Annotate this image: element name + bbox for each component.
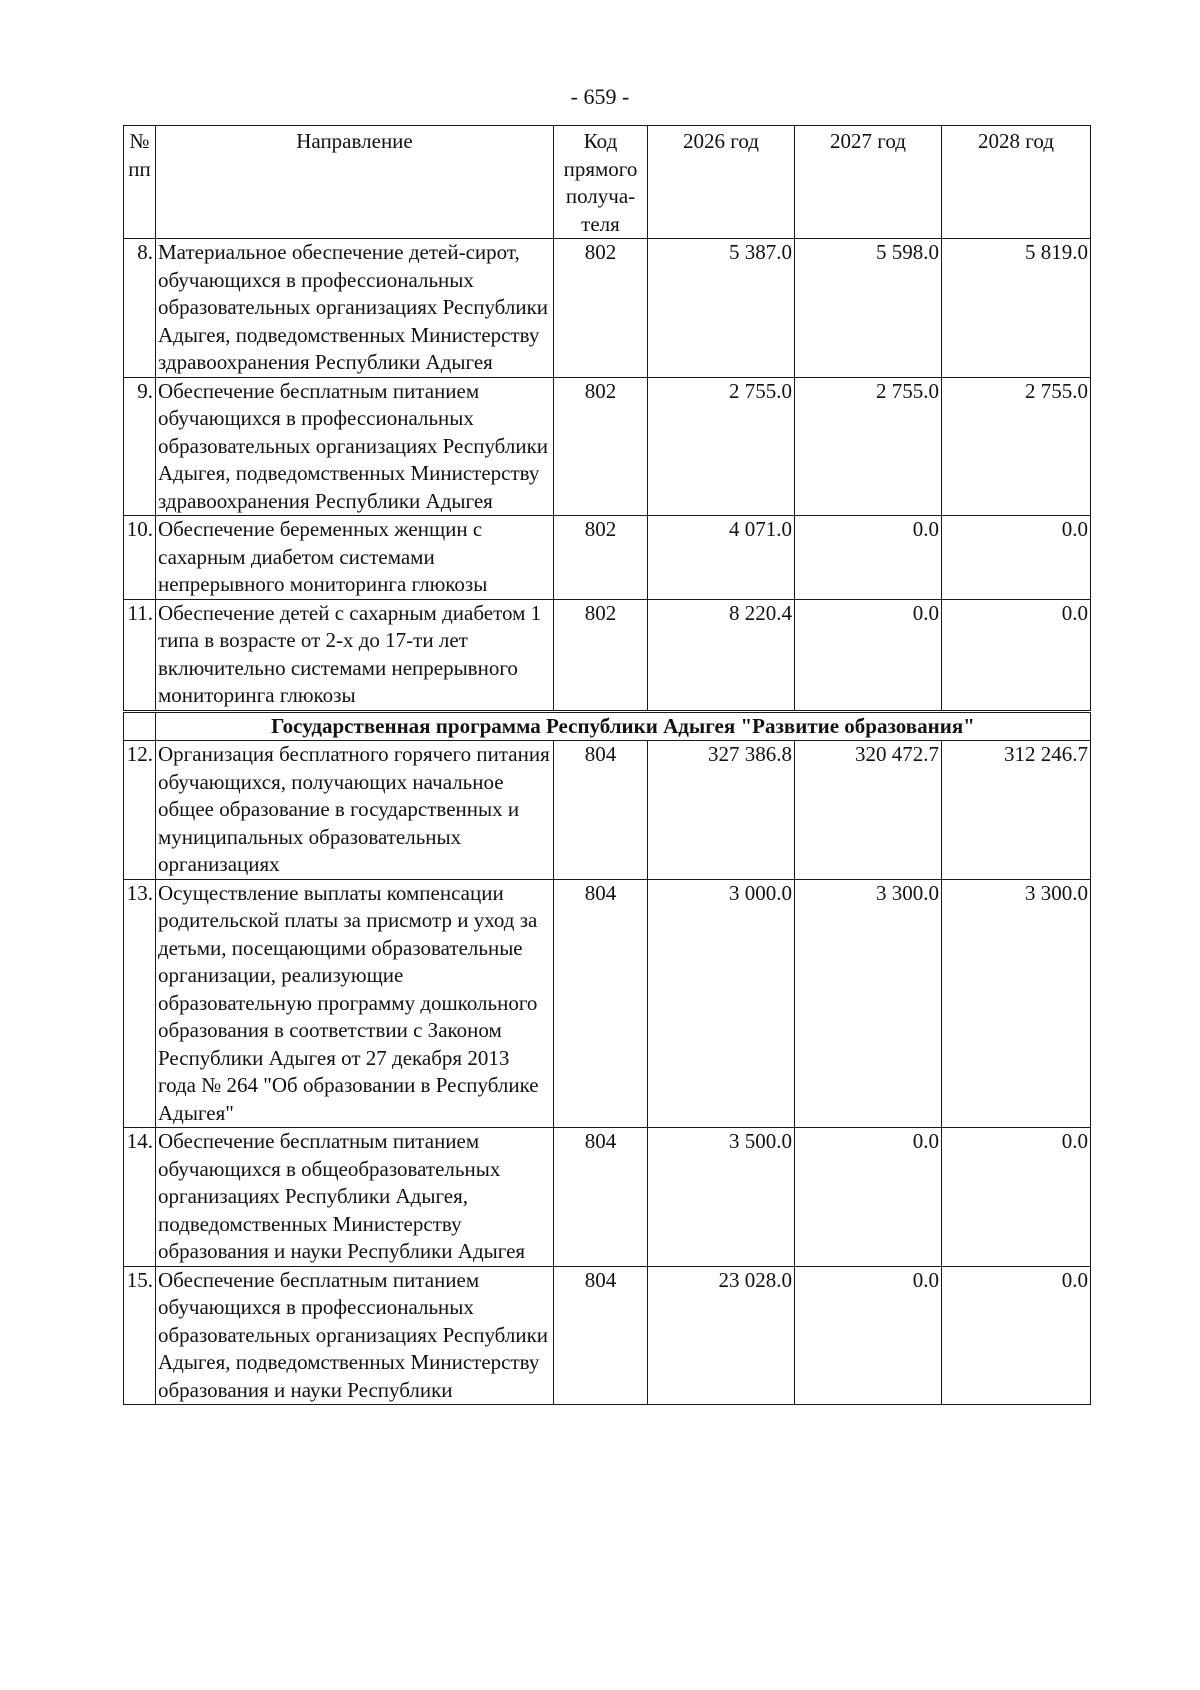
row-number: 10. bbox=[124, 516, 156, 600]
header-2028: 2028 год bbox=[942, 126, 1091, 239]
row-value-2026: 4 071.0 bbox=[648, 516, 795, 600]
header-2027: 2027 год bbox=[795, 126, 942, 239]
header-2026: 2026 год bbox=[648, 126, 795, 239]
header-code: Код прямого получа-теля bbox=[554, 126, 648, 239]
row-value-2028: 0.0 bbox=[942, 1128, 1091, 1267]
row-direction: Обеспечение бесплатным питанием обучающихся в общеобразовательных организациях Республики Адыгея, подведомственных Министерству образования и науки Республики Адыгея bbox=[156, 1128, 554, 1267]
table-row bbox=[124, 741, 1091, 880]
row-value-2028: 312 246.7 bbox=[942, 741, 1091, 880]
row-number: 15. bbox=[124, 1266, 156, 1405]
row-number: 13. bbox=[124, 879, 156, 1128]
table-row bbox=[124, 377, 1091, 516]
row-value-2028: 5 819.0 bbox=[942, 239, 1091, 378]
row-value-2028: 0.0 bbox=[942, 1266, 1091, 1405]
section-title: Государственная программа Республики Адыгея "Развитие образования" bbox=[156, 711, 1091, 741]
budget-table bbox=[123, 125, 1091, 1405]
row-direction: Обеспечение детей с сахарным диабетом 1 типа в возрасте от 2-х до 17-ти лет включительно системами непрерывного мониторинга глюкозы bbox=[156, 599, 554, 711]
row-value-2027: 3 300.0 bbox=[795, 879, 942, 1128]
table-row bbox=[124, 879, 1091, 1128]
row-code: 804 bbox=[554, 1266, 648, 1405]
row-direction: Обеспечение бесплатным питанием обучающихся в профессиональных образовательных организациях Республики Адыгея, подведомственных Министерству здравоохранения Республики Адыгея bbox=[156, 377, 554, 516]
row-value-2027: 0.0 bbox=[795, 1128, 942, 1267]
table-row bbox=[124, 516, 1091, 600]
row-value-2028: 0.0 bbox=[942, 516, 1091, 600]
table-header-row bbox=[124, 126, 1091, 239]
row-value-2026: 23 028.0 bbox=[648, 1266, 795, 1405]
row-value-2027: 0.0 bbox=[795, 516, 942, 600]
section-row bbox=[124, 711, 1091, 741]
row-value-2026: 2 755.0 bbox=[648, 377, 795, 516]
row-value-2028: 0.0 bbox=[942, 599, 1091, 711]
row-value-2026: 5 387.0 bbox=[648, 239, 795, 378]
row-code: 802 bbox=[554, 239, 648, 378]
row-number: 11. bbox=[124, 599, 156, 711]
row-code: 804 bbox=[554, 741, 648, 880]
row-value-2026: 327 386.8 bbox=[648, 741, 795, 880]
row-code: 802 bbox=[554, 599, 648, 711]
row-direction: Обеспечение бесплатным питанием обучающихся в профессиональных образовательных организациях Республики Адыгея, подведомственных Министерству образования и науки Республики bbox=[156, 1266, 554, 1405]
row-direction: Осуществление выплаты компенсации родительской платы за присмотр и уход за детьми, посещающими образовательные организации, реализующие образовательную программу дошкольного образования в соответствии с Законом Республики Адыгея от 27 декабря 2013 года № 264 "Об образовании в Республике Адыгея" bbox=[156, 879, 554, 1128]
table-row bbox=[124, 239, 1091, 378]
row-direction: Обеспечение беременных женщин с сахарным диабетом системами непрерывного мониторинга глюкозы bbox=[156, 516, 554, 600]
row-value-2026: 8 220.4 bbox=[648, 599, 795, 711]
row-value-2027: 2 755.0 bbox=[795, 377, 942, 516]
row-value-2026: 3 000.0 bbox=[648, 879, 795, 1128]
row-code: 804 bbox=[554, 1128, 648, 1267]
row-number: 9. bbox=[124, 377, 156, 516]
header-num: № пп bbox=[124, 126, 156, 239]
section-num-cell bbox=[124, 711, 156, 741]
row-number: 12. bbox=[124, 741, 156, 880]
table-row bbox=[124, 1266, 1091, 1405]
table-row bbox=[124, 1128, 1091, 1267]
row-code: 802 bbox=[554, 516, 648, 600]
row-code: 802 bbox=[554, 377, 648, 516]
row-code: 804 bbox=[554, 879, 648, 1128]
page-number: - 659 - bbox=[570, 84, 630, 109]
row-value-2027: 0.0 bbox=[795, 1266, 942, 1405]
header-direction: Направление bbox=[156, 126, 554, 239]
row-value-2028: 3 300.0 bbox=[942, 879, 1091, 1128]
row-value-2027: 320 472.7 bbox=[795, 741, 942, 880]
row-direction: Организация бесплатного горячего питания обучающихся, получающих начальное общее образование в государственных и муниципальных образовательных организациях bbox=[156, 741, 554, 880]
row-number: 14. bbox=[124, 1128, 156, 1267]
row-value-2026: 3 500.0 bbox=[648, 1128, 795, 1267]
row-value-2027: 5 598.0 bbox=[795, 239, 942, 378]
row-value-2028: 2 755.0 bbox=[942, 377, 1091, 516]
row-number: 8. bbox=[124, 239, 156, 378]
table-row bbox=[124, 599, 1091, 711]
row-value-2027: 0.0 bbox=[795, 599, 942, 711]
row-direction: Материальное обеспечение детей-сирот, обучающихся в профессиональных образовательных организациях Республики Адыгея, подведомственных Министерству здравоохранения Республики Адыгея bbox=[156, 239, 554, 378]
